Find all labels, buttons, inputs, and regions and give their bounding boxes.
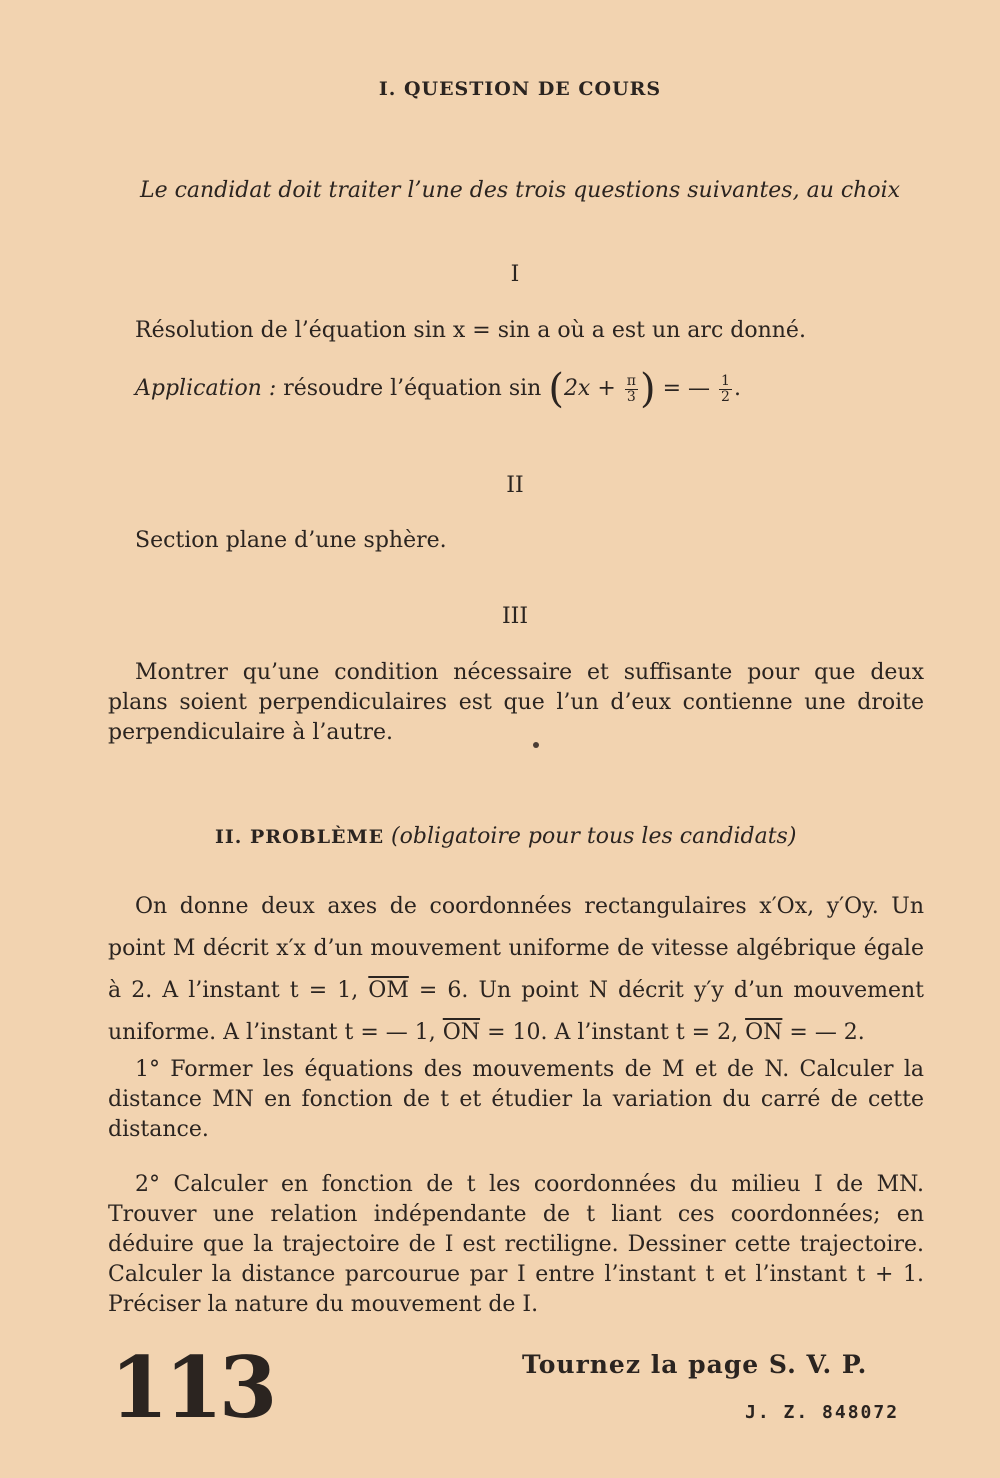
section-2-subtitle: (obligatoire pour tous les candidats) bbox=[391, 824, 797, 849]
problem-intro-part-4: = — 2. bbox=[789, 1020, 865, 1045]
question-2-numeral: II bbox=[506, 473, 524, 498]
application-label: Application : bbox=[135, 376, 277, 401]
problem-intro-part-1: On donne deux axes de coordonnées rectangulaires x′Ox, y′Oy. Un point M décrit x′x d’un mouvement uniforme de vitesse algébrique égale à 2. A l’instant t = 1, bbox=[108, 894, 924, 1003]
section-2-heading bbox=[215, 824, 796, 849]
one-half: $\frac{1}{2}$ bbox=[721, 372, 730, 405]
question-3-numeral: III bbox=[501, 604, 529, 629]
problem-intro-part-3: = 10. A l’instant t = 2, bbox=[487, 1020, 739, 1045]
problem-intro bbox=[108, 886, 924, 1054]
question-2-text: Section plane d’une sphère. bbox=[135, 528, 447, 553]
section-2-title: II. PROBLÈME bbox=[215, 826, 385, 848]
question-1-text: Résolution de l’équation sin x = sin a où a est un arc donné. bbox=[135, 318, 806, 343]
question-3-text: Montrer qu’une condition nécessaire et suffisante pour que deux plans soient perpendiculaires est que l’un d’eux contienne une droite perpendiculaire à l’autre. bbox=[108, 660, 924, 745]
left-paren: ( bbox=[548, 366, 564, 412]
application-line: Application : résoudre l’équation sin (2x + $\frac{\pi}{3}$ ) = — $\frac{1}{2}$ . bbox=[135, 366, 741, 412]
problem-part-1: 1° Former les équations des mouvements de M et de N. Calculer la distance MN en fonction de t et étudier la variation du carré de cette distance. bbox=[108, 1057, 924, 1142]
ink-dot bbox=[533, 742, 539, 748]
print-code: J. Z. 848072 bbox=[745, 1402, 900, 1423]
section-1-title: I. QUESTION DE COURS bbox=[378, 78, 662, 100]
vector-on-2: $\overline{ON}$ bbox=[745, 1020, 783, 1045]
problem-part-2: 2° Calculer en fonction de t les coordonnées du milieu I de MN. Trouver une relation indépendante de t liant ces coordonnées; en déduire que la trajectoire de I est rectiligne. Dessiner cette trajectoire. Calculer la distance parcourue par I entre l’instant t et l’instant t + 1. Préciser la nature du mouvement de I. bbox=[108, 1172, 924, 1317]
vector-om: $\overline{OM}$ bbox=[368, 978, 409, 1003]
expr-inner: 2x + bbox=[563, 376, 616, 401]
vector-on-1: $\overline{ON}$ bbox=[442, 1020, 481, 1045]
turn-page-note: Tournez la page S. V. P. bbox=[522, 1350, 868, 1379]
equals-minus: = — bbox=[662, 376, 711, 401]
pi-over-three: $\frac{\pi}{3}$ bbox=[626, 372, 636, 405]
page-number: 113 bbox=[110, 1338, 274, 1437]
application-text: résoudre l’équation sin bbox=[283, 376, 542, 401]
question-1-numeral: I bbox=[510, 262, 520, 287]
instruction-text: Le candidat doit traiter l’une des trois questions suivantes, au choix bbox=[139, 178, 901, 203]
right-paren: ) bbox=[639, 366, 656, 412]
problem-intro-part-2: = 6. Un point N décrit y′y d’un mouvement uniforme. A l’instant t = — 1, bbox=[108, 978, 924, 1045]
